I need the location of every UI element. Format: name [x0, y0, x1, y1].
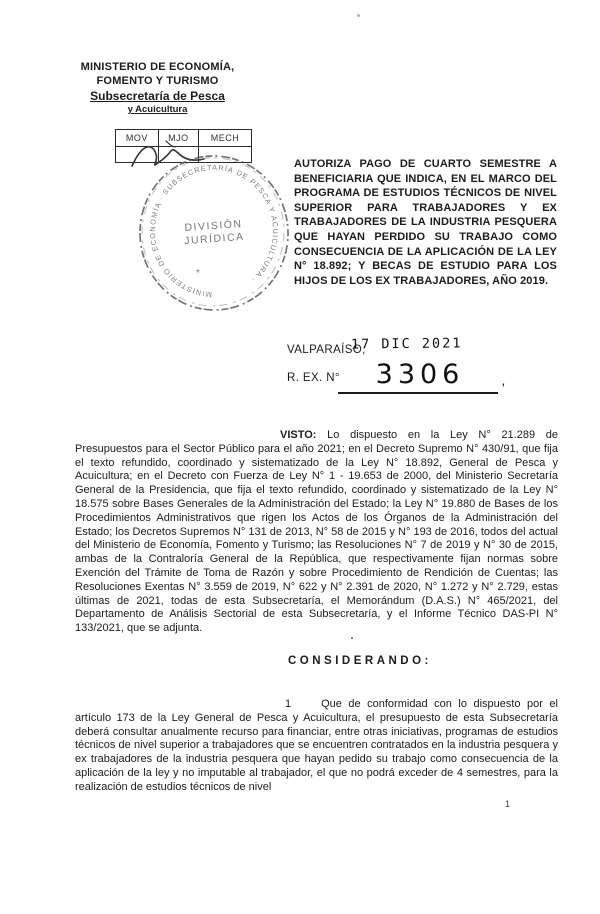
resolution-number-underline	[338, 392, 498, 394]
resolution-number-handwritten: 3306	[375, 359, 465, 390]
scan-artifact-dot-mid	[351, 637, 353, 639]
stamp-center-line1: DIVISIÓN	[184, 218, 243, 235]
routing-col-mjo: MJO	[158, 130, 198, 147]
resolution-number-suffix: ,	[502, 372, 506, 388]
resolution-subject-title: AUTORIZA PAGO DE CUARTO SEMESTRE A BENEFICIARIA QUE INDICA, EN EL MARCO DEL PROGRAMA DE ESTUDIOS TÉCNICOS DE NIVEL SUPERIOR PARA TRABAJADORES Y EX TRABAJADORES DE LA INDUSTRIA PESQUERA QUE HAYAN PERDIDO SU TRABAJO COMO CONSECUENCIA DE LA APLICACIÓN DE LA LEY N° 18.892; Y BECAS DE ESTUDIO PARA LOS HIJOS DE LOS EX TRABAJADORES, AÑO 2019.	[294, 158, 557, 287]
visto-body: Lo dispuesto en la Ley N° 21.289 de Presupuestos para el Sector Público para el año 2021; en el Decreto Supremo N° 430/91, que fija el texto refundido, coordinado y sistematizado de la Ley N° 18.892, General de Pesca y Acuicultura; en el Decreto con Fuerza de Ley N° 1 - 19.653 de 2000, del Ministerio Secretaría General de la Presidencia, que fija el texto refundido, coordinado y sistematizado de la Ley N° 18.575 sobre Bases Generales de la Administración del Estado; la Ley N° 19.880 de Bases de los Procedimientos Administrativos que rigen los Actos de los Órganos de la Administración del Estado; los Decretos Supremos N° 131 de 2013, N° 58 de 2015 y N° 193 de 2016, todos del actual del Ministerio de Economía, Fomento y Turismo; las Resoluciones N° 7 de 2019 y N° 30 de 2015, ambas de la Contraloría General de la República, que respectivamente fijan normas sobre Exención del Trámite de Toma de Razón y sobre Procedimiento de Rendición de Cuentas; las Resoluciones Exentas N° 3.559 de 2019, N° 622 y N° 2.391 de 2020, N° 1.272 y N° 2.729, estas últimas de 2021, todas de esta Subsecretaría, el Memorándum (D.A.S.) N° 465/2021, del Departamento de Análisis Sectorial de esta Subsecretaría, y el Informe Técnico DAS-PI N° 133/2021, que se adjunta.	[75, 429, 558, 635]
letterhead	[60, 60, 255, 116]
ministry-name-line2: FOMENTO Y TURISMO	[96, 75, 219, 87]
considerando-item-number: 1	[285, 698, 292, 710]
considerando-heading: CONSIDERANDO:	[288, 655, 432, 667]
scan-artifact-dot-top	[357, 14, 360, 17]
routing-col-mech: MECH	[199, 130, 252, 147]
visto-heading: VISTO:	[280, 429, 317, 441]
date-stamp: 17 DIC 2021	[350, 335, 463, 353]
stamp-ring-text: MINISTERIO DE ECONOMÍA · SUBSECRETARÍA DE PESCA Y ACUICULTURA ·	[147, 162, 281, 300]
stamp-center-line2: JURÍDICA	[183, 230, 245, 248]
division-juridica-stamp	[134, 152, 294, 314]
visto-paragraph	[75, 429, 558, 636]
considerando-item-text: Que de conformidad con lo dispuesto por el artículo 173 de la Ley General de Pesca y Acuicultura, el presupuesto de esta Subsecretaría deberá consultar anualmente recurso para financiar, entre otras iniciativas, programas de estudios técnicos de nivel superior a trabajadores que se encuentren contratados en la industria pesquera y ex trabajadores de la industria pesquera que hayan pedido su trabajo como consecuencia de la aplicación de la ley y no imputable al trabajador, el que no podrá exceder de 4 semestres, para la realización de estudios técnicos de nivel	[75, 698, 558, 793]
resolution-number-label: R. EX. N°	[287, 372, 340, 384]
subsecretaria-name: Subsecretaría de Pesca	[90, 89, 225, 103]
ministry-name-line1: MINISTERIO DE ECONOMÍA,	[80, 61, 235, 73]
acuicultura-name: y Acuicultura	[127, 104, 188, 115]
page-number-mark: 1	[505, 799, 511, 809]
considerando-item-1	[75, 698, 558, 795]
city-label: VALPARAÍSO,	[287, 344, 366, 356]
stamp-asterisk: *	[196, 268, 200, 279]
routing-col-mov: MOV	[116, 130, 159, 147]
